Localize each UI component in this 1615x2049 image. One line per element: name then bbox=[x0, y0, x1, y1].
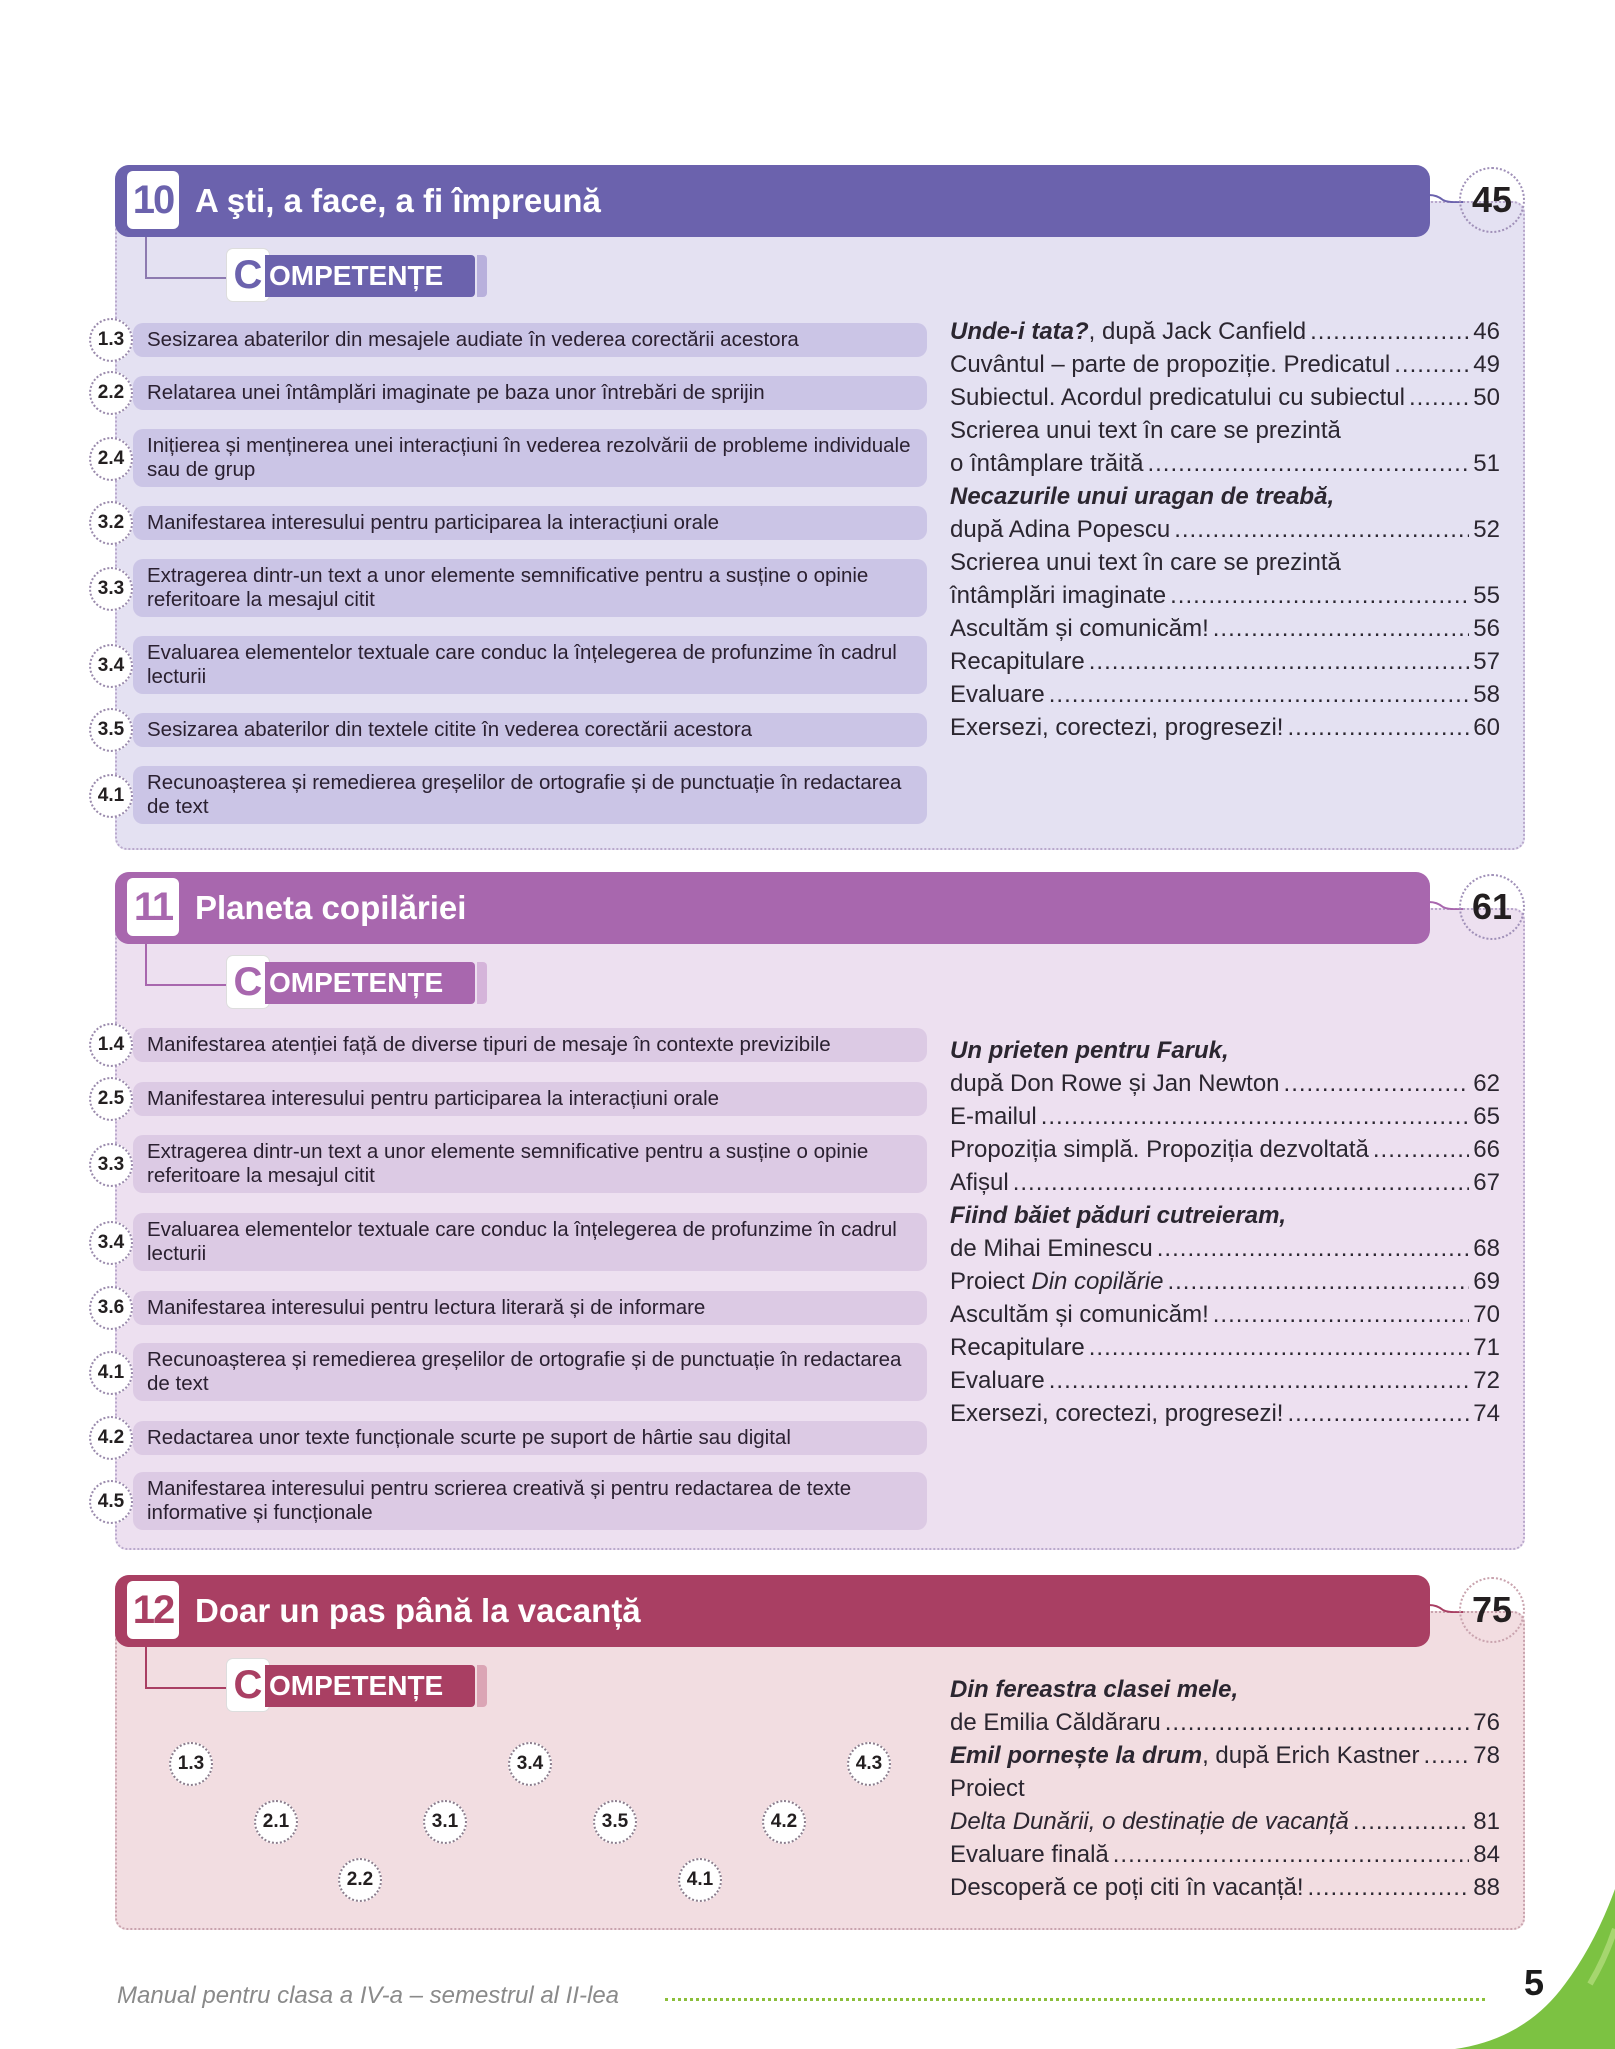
unit-title: Planeta copilăriei bbox=[195, 889, 467, 926]
connector-squiggle-icon bbox=[1429, 1603, 1463, 1613]
toc-title: Scrierea unui text în care se prezintă bbox=[950, 549, 1341, 576]
toc-page: 69 bbox=[1473, 1268, 1500, 1295]
unit-12 bbox=[115, 1575, 1525, 1930]
toc-page: 65 bbox=[1473, 1103, 1500, 1130]
toc-entry[interactable] bbox=[950, 645, 1500, 678]
toc-leader bbox=[1284, 1067, 1470, 1100]
competency-code: 3.1 bbox=[423, 1800, 467, 1844]
competency-code: 2.5 bbox=[89, 1077, 133, 1121]
competency-text: Manifestarea interesului pentru lectura literară și de informare bbox=[133, 1291, 927, 1325]
toc-leader bbox=[1308, 1871, 1470, 1904]
toc-leader bbox=[1147, 447, 1469, 480]
connector-squiggle-icon bbox=[1429, 193, 1463, 203]
competency-text: Extragerea dintr-un text a unor elemente semnificative pentru a susține o opinie referitoare la mesajul citit bbox=[133, 1135, 927, 1193]
toc-page: 76 bbox=[1473, 1709, 1500, 1736]
toc-leader bbox=[1113, 1838, 1470, 1871]
heading-tail bbox=[477, 255, 487, 297]
toc-title-bold: Fiind băiet păduri cutreieram, bbox=[950, 1202, 1287, 1229]
toc-page: 60 bbox=[1473, 714, 1500, 741]
toc-leader bbox=[1424, 1739, 1470, 1772]
competency-code: 2.1 bbox=[254, 1800, 298, 1844]
competency-code: 4.2 bbox=[89, 1416, 133, 1460]
toc-title: Propoziția simplă. Propoziția dezvoltată bbox=[950, 1136, 1369, 1163]
toc-page: 58 bbox=[1473, 681, 1500, 708]
competency-code: 4.5 bbox=[89, 1480, 133, 1524]
toc-entry[interactable] bbox=[950, 1772, 1500, 1805]
toc-page: 88 bbox=[1473, 1874, 1500, 1901]
toc-title: o întâmplare trăită bbox=[950, 450, 1144, 477]
competency-code: 3.4 bbox=[89, 644, 133, 688]
unit-page-number: 61 bbox=[1459, 874, 1525, 940]
toc-title-bold: Un prieten pentru Faruk, bbox=[950, 1037, 1229, 1064]
competency-code: 3.6 bbox=[89, 1286, 133, 1330]
competency-item bbox=[97, 636, 927, 694]
competente-initial: C bbox=[227, 956, 269, 1008]
toc-leader bbox=[1353, 1805, 1469, 1838]
toc-entry[interactable] bbox=[950, 513, 1500, 546]
competency-code: 3.4 bbox=[508, 1742, 552, 1786]
toc-leader bbox=[1157, 1232, 1470, 1265]
competency-text: Evaluarea elementelor textuale care conduc la înțelegerea de profunzime în cadrul lecturii bbox=[133, 1213, 927, 1271]
toc-page: 62 bbox=[1473, 1070, 1500, 1097]
toc-entry[interactable] bbox=[950, 1166, 1500, 1199]
competency-item bbox=[97, 429, 927, 487]
toc-page: 55 bbox=[1473, 582, 1500, 609]
toc-title: Evaluare bbox=[950, 681, 1045, 708]
corner-decoration-icon bbox=[1455, 1889, 1615, 2049]
competency-text: Sesizarea abaterilor din mesajele audiate în vederea corectării acestora bbox=[133, 323, 927, 357]
toc-entry[interactable] bbox=[950, 678, 1500, 711]
unit-11 bbox=[97, 872, 1525, 1550]
toc-leader bbox=[1165, 1706, 1470, 1739]
toc-author: , după Erich Kastner bbox=[1202, 1742, 1420, 1769]
toc-title: Recapitulare bbox=[950, 1334, 1085, 1361]
footer-dotted-rule bbox=[665, 1998, 1485, 2001]
unit-12-header bbox=[115, 1575, 1430, 1647]
toc-entry[interactable] bbox=[950, 1199, 1500, 1232]
toc-page: 46 bbox=[1473, 318, 1500, 345]
heading-connector bbox=[145, 944, 227, 986]
toc-entry[interactable] bbox=[950, 381, 1500, 414]
heading-tail bbox=[477, 1665, 487, 1707]
toc-title: după Don Rowe și Jan Newton bbox=[950, 1070, 1280, 1097]
competency-item bbox=[97, 1135, 927, 1193]
toc-leader bbox=[1089, 645, 1470, 678]
competency-code: 3.5 bbox=[593, 1800, 637, 1844]
competency-item bbox=[97, 1472, 927, 1530]
toc-page: 70 bbox=[1473, 1301, 1500, 1328]
competency-item bbox=[97, 506, 927, 540]
competency-text: Manifestarea interesului pentru participarea la interacțiuni orale bbox=[133, 1082, 927, 1116]
competency-code: 3.3 bbox=[89, 567, 133, 611]
toc-leader bbox=[1287, 1397, 1469, 1430]
toc-entry[interactable] bbox=[950, 1838, 1500, 1871]
toc-title: Ascultăm și comunicăm! bbox=[950, 1301, 1209, 1328]
competency-code: 4.1 bbox=[89, 1351, 133, 1395]
toc-title: Evaluare bbox=[950, 1367, 1045, 1394]
toc-entry[interactable] bbox=[950, 1232, 1500, 1265]
competency-code: 3.3 bbox=[89, 1143, 133, 1187]
competency-code: 1.4 bbox=[89, 1023, 133, 1067]
unit-10-header bbox=[115, 165, 1430, 237]
toc-title: Descoperă ce poți citi în vacanță! bbox=[950, 1874, 1304, 1901]
toc-entry[interactable] bbox=[950, 612, 1500, 645]
toc-title: Proiect bbox=[950, 1775, 1025, 1802]
competente-initial: C bbox=[227, 249, 269, 301]
competency-text: Sesizarea abaterilor din textele citite în vederea corectării acestora bbox=[133, 713, 927, 747]
unit-10 bbox=[97, 165, 1525, 850]
toc-leader bbox=[1049, 1364, 1470, 1397]
toc-title: Cuvântul – parte de propoziție. Predicatul bbox=[950, 351, 1391, 378]
competency-code: 4.1 bbox=[89, 774, 133, 818]
toc-title: Exersezi, corectezi, progresezi! bbox=[950, 1400, 1284, 1427]
competency-code: 1.3 bbox=[169, 1742, 213, 1786]
toc-leader bbox=[1373, 1133, 1469, 1166]
toc-page: 71 bbox=[1473, 1334, 1500, 1361]
toc-author: , după Jack Canfield bbox=[1088, 318, 1307, 345]
toc-leader bbox=[1170, 579, 1469, 612]
competency-item bbox=[97, 1213, 927, 1271]
unit-page-number: 75 bbox=[1459, 1577, 1525, 1643]
competency-item bbox=[97, 1343, 927, 1401]
toc-leader bbox=[1041, 1100, 1470, 1133]
unit-title: A şti, a face, a fi împreună bbox=[195, 182, 601, 219]
toc-page: 51 bbox=[1473, 450, 1500, 477]
toc-page: 68 bbox=[1473, 1235, 1500, 1262]
toc-title: E-mailul bbox=[950, 1103, 1037, 1130]
toc-page: 81 bbox=[1473, 1808, 1500, 1835]
heading-tail bbox=[477, 962, 487, 1004]
toc-entry[interactable] bbox=[950, 1331, 1500, 1364]
toc-entry[interactable] bbox=[950, 1739, 1500, 1772]
toc-leader bbox=[1394, 348, 1469, 381]
toc-entry[interactable] bbox=[950, 1397, 1500, 1430]
toc-title: întâmplări imaginate bbox=[950, 582, 1167, 609]
competency-code: 2.2 bbox=[89, 371, 133, 415]
toc-leader bbox=[1409, 381, 1469, 414]
toc-entry[interactable] bbox=[950, 711, 1500, 744]
toc-entry[interactable] bbox=[950, 1100, 1500, 1133]
competente-label: OMPETENȚE bbox=[265, 255, 475, 297]
competency-code: 3.5 bbox=[89, 708, 133, 752]
toc-title: de Mihai Eminescu bbox=[950, 1235, 1153, 1262]
toc-entry[interactable] bbox=[950, 1673, 1500, 1706]
toc-title: Scrierea unui text în care se prezintă bbox=[950, 417, 1341, 444]
toc-entry[interactable] bbox=[950, 1067, 1500, 1100]
toc-title: Exersezi, corectezi, progresezi! bbox=[950, 714, 1284, 741]
competency-text: Recunoașterea și remedierea greșelilor de ortografie și de punctuație în redactarea de text bbox=[133, 766, 927, 824]
competency-item bbox=[97, 376, 927, 410]
toc-entry[interactable] bbox=[950, 447, 1500, 480]
toc-page: 57 bbox=[1473, 648, 1500, 675]
toc-title-bold: Emil pornește la drum bbox=[950, 1742, 1203, 1769]
competente-label: OMPETENȚE bbox=[265, 962, 475, 1004]
unit-number: 12 bbox=[127, 1581, 179, 1639]
toc-entry[interactable] bbox=[950, 1706, 1500, 1739]
toc-entry[interactable] bbox=[950, 1364, 1500, 1397]
footer-title: Manual pentru clasa a IV-a – semestrul al II-lea bbox=[117, 1982, 620, 2009]
toc-leader bbox=[1167, 1265, 1469, 1298]
toc-entry[interactable] bbox=[950, 348, 1500, 381]
toc-title-bold: Necazurile unui uragan de treabă, bbox=[950, 483, 1335, 510]
toc-entry[interactable] bbox=[950, 546, 1500, 579]
competency-code: 1.3 bbox=[89, 318, 133, 362]
toc-entry[interactable] bbox=[950, 1034, 1500, 1067]
competency-item bbox=[97, 1421, 927, 1455]
toc-page: 72 bbox=[1473, 1367, 1500, 1394]
competency-text: Redactarea unor texte funcționale scurte pe suport de hârtie sau digital bbox=[133, 1421, 927, 1455]
toc-leader bbox=[1213, 612, 1470, 645]
toc-entry[interactable] bbox=[950, 414, 1500, 447]
toc-title: de Emilia Căldăraru bbox=[950, 1709, 1161, 1736]
competency-code: 2.2 bbox=[338, 1858, 382, 1902]
page-number: 5 bbox=[1524, 1962, 1545, 2003]
competente-label: OMPETENȚE bbox=[265, 1665, 475, 1707]
toc-leader bbox=[1089, 1331, 1470, 1364]
toc-entry[interactable] bbox=[950, 579, 1500, 612]
toc-title: Ascultăm și comunicăm! bbox=[950, 615, 1209, 642]
toc-entry[interactable] bbox=[950, 1298, 1500, 1331]
toc-title: Evaluare finală bbox=[950, 1841, 1109, 1868]
competency-text: Extragerea dintr-un text a unor elemente semnificative pentru a susține o opinie referitoare la mesajul citit bbox=[133, 559, 927, 617]
toc-entry[interactable] bbox=[950, 480, 1500, 513]
toc-page: 50 bbox=[1473, 384, 1500, 411]
competency-item bbox=[97, 766, 927, 824]
competency-text: Manifestarea atenției față de diverse tipuri de mesaje în contexte previzibile bbox=[133, 1028, 927, 1062]
competency-text: Manifestarea interesului pentru participarea la interacțiuni orale bbox=[133, 506, 927, 540]
connector-squiggle-icon bbox=[1429, 900, 1463, 910]
unit-11-contents bbox=[950, 1034, 1500, 1430]
toc-title-bold: Din fereastra clasei mele, bbox=[950, 1676, 1239, 1703]
toc-title: Proiect bbox=[950, 1268, 1032, 1295]
toc-page: 49 bbox=[1473, 351, 1500, 378]
unit-title: Doar un pas până la vacanță bbox=[195, 1592, 641, 1629]
toc-leader bbox=[1287, 711, 1469, 744]
unit-12-contents bbox=[950, 1673, 1500, 1904]
toc-entry[interactable] bbox=[950, 1133, 1500, 1166]
competency-text: Manifestarea interesului pentru scrierea creativă și pentru redactarea de texte informative și funcționale bbox=[133, 1472, 927, 1530]
toc-entry[interactable] bbox=[950, 1805, 1500, 1838]
toc-page: 56 bbox=[1473, 615, 1500, 642]
toc-leader bbox=[1174, 513, 1469, 546]
competency-item bbox=[97, 323, 927, 357]
unit-number: 11 bbox=[127, 878, 179, 936]
competency-code: 3.2 bbox=[89, 501, 133, 545]
competency-text: Inițierea și menținerea unei interacțiuni în vederea rezolvării de probleme individuale sau de grup bbox=[133, 429, 927, 487]
toc-title-bold: Unde-i tata? bbox=[950, 318, 1089, 345]
unit-page-number: 45 bbox=[1459, 167, 1525, 233]
toc-page: 78 bbox=[1473, 1742, 1500, 1769]
unit-11-header bbox=[115, 872, 1430, 944]
toc-leader bbox=[1310, 315, 1469, 348]
toc-entry[interactable] bbox=[950, 315, 1500, 348]
toc-page: 52 bbox=[1473, 516, 1500, 543]
toc-page: 74 bbox=[1473, 1400, 1500, 1427]
competency-code: 4.1 bbox=[678, 1858, 722, 1902]
competency-text: Recunoașterea și remedierea greșelilor de ortografie și de punctuație în redactarea de text bbox=[133, 1343, 927, 1401]
toc-page: 67 bbox=[1473, 1169, 1500, 1196]
competency-code: 2.4 bbox=[89, 437, 133, 481]
toc-title-italic: Din copilărie bbox=[1031, 1268, 1164, 1295]
toc-leader bbox=[1049, 678, 1470, 711]
toc-entry[interactable] bbox=[950, 1871, 1500, 1904]
competency-item bbox=[97, 713, 927, 747]
heading-connector bbox=[145, 237, 227, 279]
competency-item bbox=[97, 559, 927, 617]
toc-title: Recapitulare bbox=[950, 648, 1085, 675]
toc-entry[interactable] bbox=[950, 1265, 1500, 1298]
competency-code: 3.4 bbox=[89, 1221, 133, 1265]
toc-title: după Adina Popescu bbox=[950, 516, 1171, 543]
competency-item bbox=[97, 1291, 927, 1325]
competency-item bbox=[97, 1082, 927, 1116]
toc-title-italic: Delta Dunării, o destinație de vacanță bbox=[950, 1808, 1349, 1835]
toc-leader bbox=[1013, 1166, 1470, 1199]
competente-initial: C bbox=[227, 1659, 269, 1711]
competency-item bbox=[97, 1028, 927, 1062]
competency-text: Relatarea unei întâmplări imaginate pe baza unor întrebări de sprijin bbox=[133, 376, 927, 410]
toc-title: Subiectul. Acordul predicatului cu subiectul bbox=[950, 384, 1405, 411]
heading-connector bbox=[145, 1647, 227, 1689]
toc-page: 84 bbox=[1473, 1841, 1500, 1868]
competency-code: 4.2 bbox=[762, 1800, 806, 1844]
competency-code: 4.3 bbox=[847, 1742, 891, 1786]
toc-page: 66 bbox=[1473, 1136, 1500, 1163]
toc-leader bbox=[1213, 1298, 1470, 1331]
toc-title: Afișul bbox=[950, 1169, 1009, 1196]
competency-text: Evaluarea elementelor textuale care conduc la înțelegerea de profunzime în cadrul lecturii bbox=[133, 636, 927, 694]
unit-number: 10 bbox=[127, 171, 179, 229]
unit-10-contents bbox=[950, 315, 1500, 744]
